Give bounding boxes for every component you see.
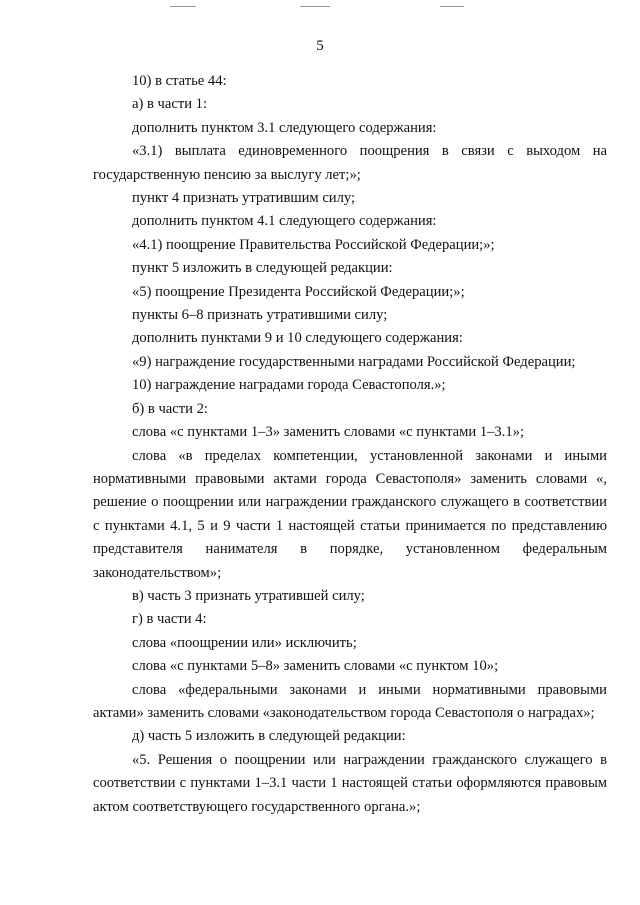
- paragraph: дополнить пунктом 4.1 следующего содержания:: [132, 213, 437, 230]
- paragraph: слова «с пунктами 5–8» заменить словами «с пунктом 10»;: [132, 658, 499, 675]
- paragraph: пункт 4 признать утратившим силу;: [132, 190, 356, 207]
- paragraph: а) в части 1:: [132, 96, 208, 113]
- paragraph: слова «поощрении или» исключить;: [132, 634, 357, 651]
- paragraph: в) часть 3 признать утратившей силу;: [132, 587, 365, 604]
- page-number: 5: [316, 38, 324, 54]
- paragraph: пункты 6–8 признать утратившими силу;: [132, 307, 388, 324]
- paragraph: дополнить пунктом 3.1 следующего содержания:: [132, 119, 437, 136]
- paragraph: «9) награждение государственными наградами Российской Федерации;: [132, 353, 576, 370]
- paragraph: дополнить пунктами 9 и 10 следующего содержания:: [132, 330, 463, 347]
- paragraph: 10) в статье 44:: [132, 73, 227, 89]
- paragraph: д) часть 5 изложить в следующей редакции:: [132, 728, 406, 745]
- paragraph: «3.1) выплата единовременного поощрения в связи с выходом на государственную пенсию за выслугу лет;»;: [93, 143, 607, 183]
- paragraph: слова «в пределах компетенции, установленной законами и иными нормативными правовыми актами города Севастополя» заменить словами «, решение о поощрении или награждении гражданского служащего в соответствии с пунктами 4.1, 5 и 9 части 1 настоящей статьи принимается по представлению представителя нанимателя в порядке, установленном федеральным законодательством»;: [93, 447, 607, 581]
- paragraph: г) в части 4:: [132, 611, 207, 628]
- paragraph: б) в части 2:: [132, 400, 208, 417]
- paragraph: «5. Решения о поощрении или награждении гражданского служащего в соответствии с пунктами 1–3.1 части 1 настоящей статьи оформляются правовым актом соответствующего государственного органа.»;: [93, 751, 607, 815]
- scan-mark-right: [440, 6, 464, 7]
- paragraph: 10) награждение наградами города Севастополя.»;: [132, 377, 446, 394]
- paragraph: «4.1) поощрение Правительства Российской Федерации;»;: [132, 236, 495, 253]
- scan-mark-left: [170, 6, 196, 7]
- paragraph: слова «федеральными законами и иными нормативными правовыми актами» заменить словами «законодательством города Севастополя о наградах»;: [93, 681, 607, 721]
- paragraph: пункт 5 изложить в следующей редакции:: [132, 260, 393, 277]
- scan-mark-center: [300, 6, 330, 7]
- paragraph: слова «с пунктами 1–3» заменить словами «с пунктами 1–3.1»;: [132, 424, 525, 441]
- document-body: [93, 70, 607, 819]
- paragraph: «5) поощрение Президента Российской Федерации;»;: [132, 283, 465, 300]
